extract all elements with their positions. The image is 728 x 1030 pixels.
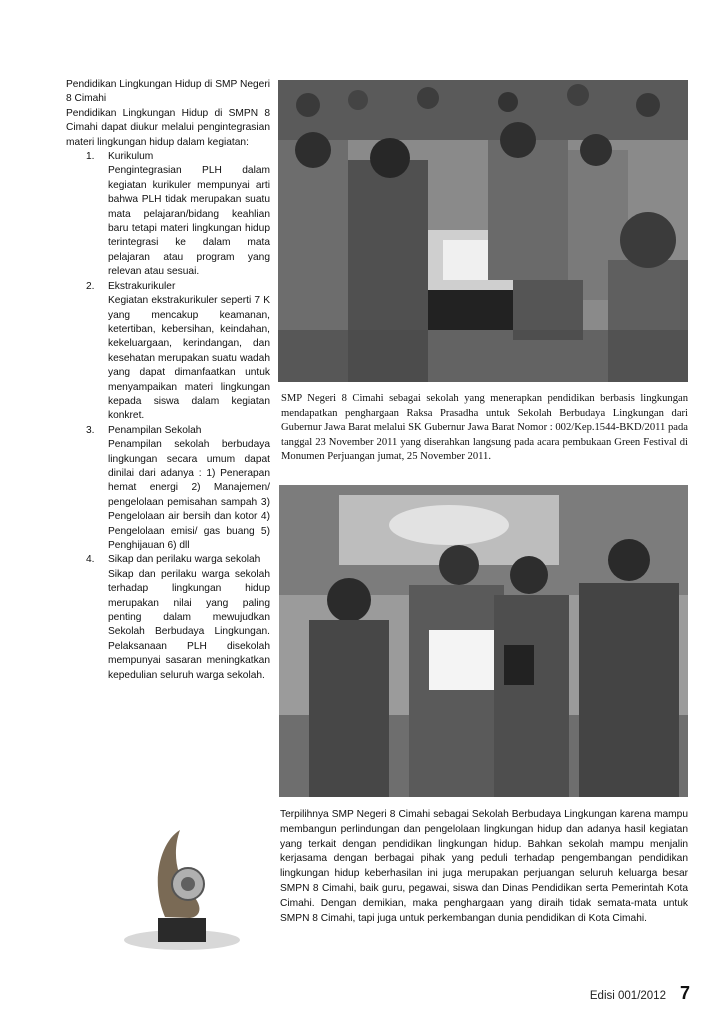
article-heading: Pendidikan Lingkungan Hidup di SMP Negeri 8 Cimahi [66,79,270,105]
list-item-text: Penampilan sekolah berbudaya lingkungan secara umum dapat dinilai dari adanya : 1) Penerapan hemat energi 2) Manajemen/ pengelolaan pemisahan sampah 3) Pengelolaan air bersih dan kotor 4) Pengelolaan emisi/ gas buang 5) Penghijauan 6) dll [108,439,270,551]
trophy-photo [110,822,252,957]
list-item-number: 2. [86,280,95,292]
list-item-title: Sikap dan perilaku warga sekolah [108,554,261,566]
list-item-text: Pengintegrasian PLH dalam kegiatan kurikuler mempunyai arti bahwa PLH tidak merupakan suatu mata pelajaran/bidang keahlian baru tetapi materi lingkungan hidup terintegrasi ke dalam mata pelajaran atau program yang relevan atau sesuai. [108,165,270,278]
list-item-text: Kegiatan ekstrakurikuler seperti 7 K yang mencakup keamanan, ketertiban, kebersihan, keindahan, kekeluargaan, kerindangan, dan kesehatan merupakan suatu wadah yang dapat dimanfaatkan untuk menyampaikan materi lingkungan kepada siswa dalam kegiatan konkret. [108,295,270,422]
left-column [66,78,270,683]
page-number: 7 [679,983,690,1003]
list-item [66,424,270,554]
list-item-title: Kurikulum [108,151,154,163]
page-footer [560,983,690,1005]
photo-1-caption: SMP Negeri 8 Cimahi sebagai sekolah yang menerapkan pendidikan berbasis lingkungan mendapatkan penghargaan Raksa Prasadha untuk Sekolah Berbudaya Lingkungan dari Gubernur Jawa Barat melalui SK Gubernur Jawa Barat Nomor : 002/Kep.1544-BKD/2011 pada tanggal 23 November 2011 yang diserahkan langsung pada acara pembukaan Green Festival di Monumen Perjuangan jumat, 25 November 2011. [281,393,688,463]
list-item-text: Sikap dan perilaku warga sekolah terhadap lingkungan hidup merupakan nilai yang paling penting dalam mewujudkan Sekolah Berbudaya Lingkungan. Pelaksanaan PLH disekolah mempunyai sasaran meningkatkan kepedulian seluruh warga sekolah. [108,568,270,681]
list-item-title: Penampilan Sekolah [108,424,202,436]
list-item [66,553,270,683]
award-ceremony-photo [278,80,688,382]
list-item-number: 3. [86,424,95,436]
edition-label: Edisi 001/2012 [589,990,666,1002]
list-item-title: Ekstrakurikuler [108,280,176,292]
activity-list [66,150,270,683]
list-item [66,280,270,424]
list-item-number: 1. [86,151,95,163]
group-photo-with-certificate [279,485,688,797]
list-item-number: 4. [86,554,95,566]
article-intro: Pendidikan Lingkungan Hidup di SMPN 8 Cimahi dapat diukur melalui pengintegrasian materi lingkungan hidup dalam kegiatan: [66,107,270,148]
photo-2-caption: Terpilihnya SMP Negeri 8 Cimahi sebagai Sekolah Berbudaya Lingkungan karena mampu membangun perlindungan dan pengelolaan lingkungan hidup dan adanya hasil kegiatan yang terkait dengan pendidikan lingkungan hidup. Bahkan sekolah mampu menjalin kerjasama dengan berbagai pihak yang peduli terhadap pengembangan pendidikan lingkungan hidup keberhasilan ini juga merupakan perjuangan seluruh keluarga besar SMPN 8 Cimahi, baik guru, pegawai, siswa dan Dinas Pendidikan serta Pemerintah Kota Cimahi. Dengan demikian, maka penghargaan yang diraih tidak semata-mata untuk SMPN 8 Cimahi, tapi juga untuk perkembangan dunia pendidikan di Kota Cimahi. [280,809,688,924]
list-item [66,150,270,280]
